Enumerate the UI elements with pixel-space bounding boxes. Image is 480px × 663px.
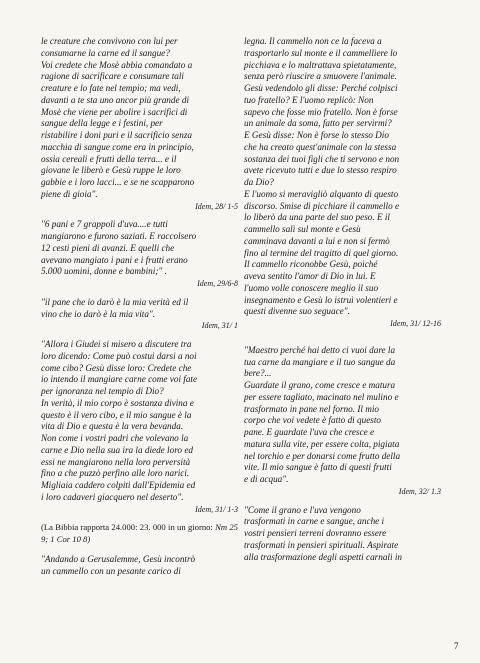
text-line: e di acqua". [244,474,289,484]
text-line: "Andando a Gerusalemme, Gesù incontrò [41,553,196,564]
quote-block [41,339,238,515]
text-line: nel torchio e per donarsi come frutto della [244,450,401,461]
text-line: "Come il grano e l'uva vengono [244,504,361,515]
text-line: mangiarono e furono saziati. E raccolsero [41,231,197,241]
text-line: vino che io darò è la mia vita". [41,308,156,319]
quote-block [41,36,238,212]
text-line: essi ne mangiarono nella loro perversità [41,456,191,467]
text-line: sapevo che fosse mio fratello. Non è forse [244,106,398,117]
text-line: ragione di sacrificare e consumare tali [41,71,184,82]
spacer [244,337,441,345]
text-line: le creature che convivono con lui per [41,36,178,46]
text-line: "Allora i Giudei si misero a discutere tra [41,339,192,349]
text-line: ristabilire i doni puri e il sacrificio senza [41,130,192,140]
text-line: senza però riuscire a smuovere l'animale. [244,71,397,82]
text-line: 5.000 uomini, donne e bambini;" . [41,266,167,277]
citation: Idem, 31/ 1-3 [195,504,238,514]
text-line: piene di gioia". [41,188,98,199]
text-line: tuo fratello? E l'uomo replicò: Non [244,94,374,105]
text-line: io intendo il mangiare carne come voi fate [41,374,198,385]
text-line: sangue della legge e i festini, per [41,118,163,129]
text-line: E Gesù disse: Non è forse lo stesso Dio [244,130,389,140]
text-line: i loro cadaveri giacquero nel deserto". [41,491,184,502]
text-line: In verità, il mio corpo è sostanza divina e [41,397,194,408]
text-line: trasformati in carne e sangue, anche i [244,516,385,527]
text-line: un animale da soma, fatto per servirmi? [244,118,392,129]
citation: Idem, 31/ 1 [201,321,238,331]
text-line: fino al termine del tragitto di quel giorno. [244,247,399,258]
citation: Idem, 32/ 1.3 [398,486,441,496]
text-line: Voi credete che Mosè abbia comandato a [41,59,193,70]
text-line: vite. Il mio sangue è fatto di questi frutti [244,462,392,473]
text-line: 12 cesti pieni di avanzi. E quelli che [41,242,175,253]
left-column [41,36,238,577]
text-line: tua carne da mangiare e il tuo sangue da [244,356,396,367]
text-line: matura sulla vite, per essere colta, pigiata [244,438,400,449]
text-line: trasformati in pensieri spirituali. Aspirate [244,539,399,550]
right-column [244,36,441,563]
text-line: vita di Dio e questa è la vera bevanda. [41,421,184,432]
text-line: Guardate il grano, come cresce e matura [244,380,396,390]
text-line: aveva sentito l'amor di Dio in lui. E [244,271,376,281]
text-line: trasportarlo sul monte e il cammelliere lo [244,47,398,58]
text-line: Migliaia caddero colpiti dall'Epidemia ed [41,480,196,490]
quote-block [244,345,441,498]
text-line: discorso. Smise di picchiare il cammello e [244,200,400,211]
text-line: Non come i vostri padri che volevano la [41,433,189,443]
text-line: alla trasformazione degli aspetti carnali in [244,551,402,562]
quote-block [244,505,441,564]
quote-block [41,297,238,332]
text-line: E l'uomo si meravigliò alquanto di questo [244,188,399,199]
text-line: un cammello con un pesante carico di [41,565,181,576]
bible-reference: Nm 25 9; 1 Cor 10 8) [41,522,238,544]
text-line: da Dio? [244,177,274,187]
text-line: per ignoranza nel tempio di Dio? [41,386,164,396]
text-line: avete ricevuto tutti e due lo stesso respiro [244,165,397,176]
text-line: cammello salì sul monte e Gesù [244,224,361,234]
text-line: lo liberò da una parte del suo peso. E il [244,212,390,223]
text-line: loro dicendo: Come può costui darsi a noi [41,350,197,361]
text-line: legna. Il cammello non ce la faceva a [244,36,382,46]
text-line: Gesù vedendolo gli disse: Perché colpisci [244,83,398,93]
bible-note-text: (La Bibbia rapporta 24.000: 23. 000 in un giorno: [41,522,216,533]
text-line: carne e Dio nella sua ira la diede loro ed [41,444,193,455]
text-line: ossia cereali e frutti della terra... e il [41,153,177,164]
text-line: fino a che puzzò perfino alle loro narici. [41,468,190,479]
text-line: giovane le liberò e Gesù ruppe le loro [41,165,181,176]
citation: Idem, 31/ 12-16 [390,319,441,328]
text-line: bere?... [244,368,272,379]
text-line: gabbie e i loro lacci... e se ne scapparono [41,177,195,187]
text-line: Il cammello riconobbe Gesù, poiché [244,259,378,270]
text-line: "6 pani e 7 grappoli d'uva....e tutti [41,219,168,230]
text-line: sostanza dei tuoi figli che ti servono e non [244,153,400,164]
citation: Idem, 29/6-8 [197,279,238,288]
text-line: picchiava e lo maltrattava spietatamente, [244,59,397,70]
text-line: come cibo? Gesù disse loro: Credete che [41,362,192,373]
text-line: "Maestro perché hai detto ci vuoi dare la [244,344,396,355]
bible-note [41,522,238,546]
text-line: questo è il vero cibo, e il mio sangue è la [41,409,192,420]
text-line: l'uomo volle conoscere meglio il suo [244,282,379,293]
text-line: camminava davanti a lui e non si fermò [244,235,390,246]
citation: Idem, 28/ 1-5 [195,201,238,211]
page-number: 7 [454,641,459,651]
quote-block [244,36,441,330]
text-line: vostri pensieri terreni dovranno essere [244,528,387,538]
text-line: creature e lo fate nel tempio; ma vedi, [41,83,181,93]
text-line: consumarne la carne ed il sangue? [41,47,170,58]
text-line: pane. E guardate l'uva che cresce e [244,427,375,437]
text-line: "il pane che io darò è la mia verità ed il [41,296,189,307]
text-line: insegnamento e Gesù lo istruì volentieri e [244,294,398,305]
text-line: macchia di sangue come era in principio, [41,141,194,152]
text-line: per essere tagliato, macinato nel mulino e [244,391,399,402]
text-line: che ha creato quest'animale con la stessa [244,141,397,152]
text-line: trasformato in pane nel forno. Il mio [244,403,380,414]
text-line: Mosè che viene per abolire i sacrifici di [41,106,188,117]
quote-block [41,219,238,290]
quote-block [41,554,238,578]
text-line: davanti a te sta uno ancor più grande di [41,94,190,105]
text-line: questi divenne suo seguace". [244,306,350,317]
text-line: corpo che voi vedete è fatto di questo [244,415,382,426]
text-line: avevano mangiato i pani e i frutti erano [41,254,188,265]
